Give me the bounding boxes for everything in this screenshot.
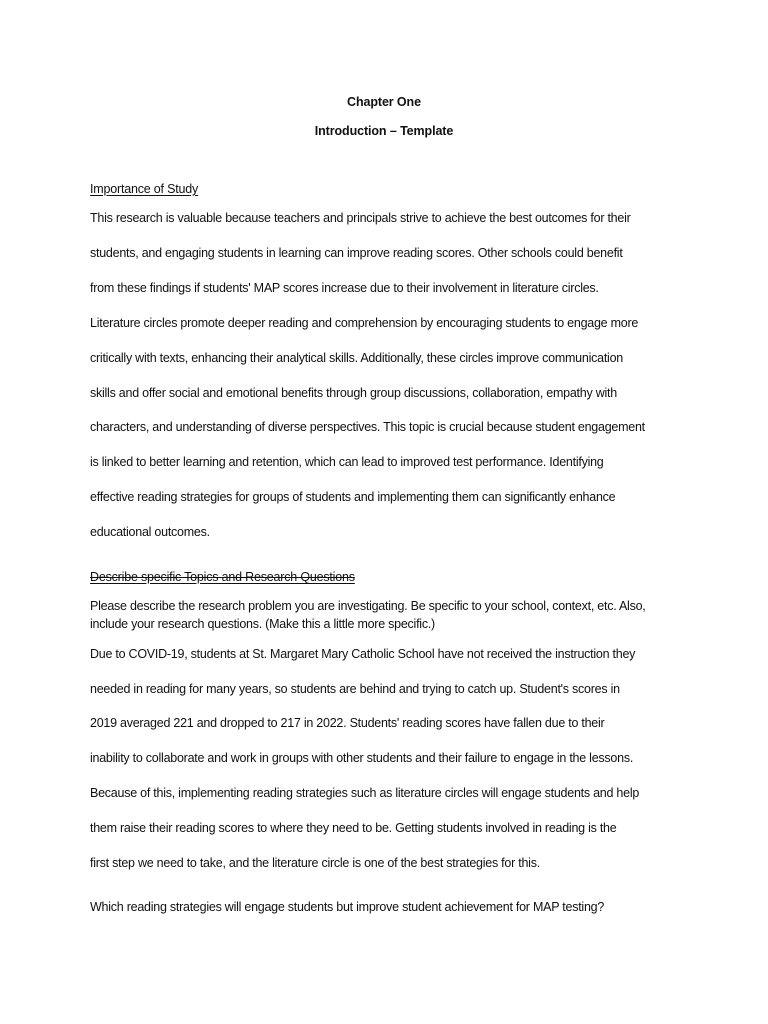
chapter-title: Chapter One	[347, 95, 421, 109]
paragraph-line: critically with texts, enhancing their analytical skills. Additionally, these circles improve communication	[90, 351, 623, 365]
paragraph-line: students, and engaging students in learning can improve reading scores. Other schools could benefit	[90, 246, 623, 260]
paragraph-line: skills and offer social and emotional benefits through group discussions, collaboration, empathy with	[90, 386, 617, 400]
paragraph-line: Literature circles promote deeper reading and comprehension by encouraging students to engage more	[90, 316, 639, 330]
paragraph-line: 2019 averaged 221 and dropped to 217 in 2022. Students' reading scores have fallen due to their	[90, 716, 605, 730]
research-question: Which reading strategies will engage students but improve student achievement for MAP testing?	[90, 900, 605, 914]
paragraph-line: first step we need to take, and the literature circle is one of the best strategies for this.	[90, 856, 540, 870]
paragraph-line: This research is valuable because teachers and principals strive to achieve the best outcomes for their	[90, 211, 631, 225]
paragraph-line: Because of this, implementing reading strategies such as literature circles will engage students and help	[90, 786, 640, 800]
section-heading-importance: Importance of Study	[90, 182, 199, 196]
section-heading-research-questions: Describe specific Topics and Research Questions	[90, 570, 355, 584]
paragraph-line: needed in reading for many years, so students are behind and trying to catch up. Student's scores in	[90, 682, 620, 696]
paragraph-line: characters, and understanding of diverse perspectives. This topic is crucial because student engagement	[90, 420, 645, 434]
document-subtitle: Introduction – Template	[314, 124, 454, 138]
paragraph-line: effective reading strategies for groups of students and implementing them can significantly enhance	[90, 490, 616, 504]
paragraph-line: educational outcomes.	[90, 525, 210, 539]
paragraph-line: from these findings if students' MAP scores increase due to their involvement in literature circles.	[90, 281, 599, 295]
paragraph-line: inability to collaborate and work in groups with other students and their failure to engage in the lessons.	[90, 751, 634, 765]
paragraph-line: Due to COVID-19, students at St. Margaret Mary Catholic School have not received the instruction they	[90, 647, 636, 661]
instruction-line: include your research questions. (Make this a little more specific.)	[90, 617, 435, 631]
instruction-line: Please describe the research problem you are investigating. Be specific to your school, context, etc. Also,	[90, 599, 646, 613]
paragraph-line: is linked to better learning and retention, which can lead to improved test performance. Identifying	[90, 455, 604, 469]
paragraph-line: them raise their reading scores to where they need to be. Getting students involved in reading is the	[90, 821, 617, 835]
